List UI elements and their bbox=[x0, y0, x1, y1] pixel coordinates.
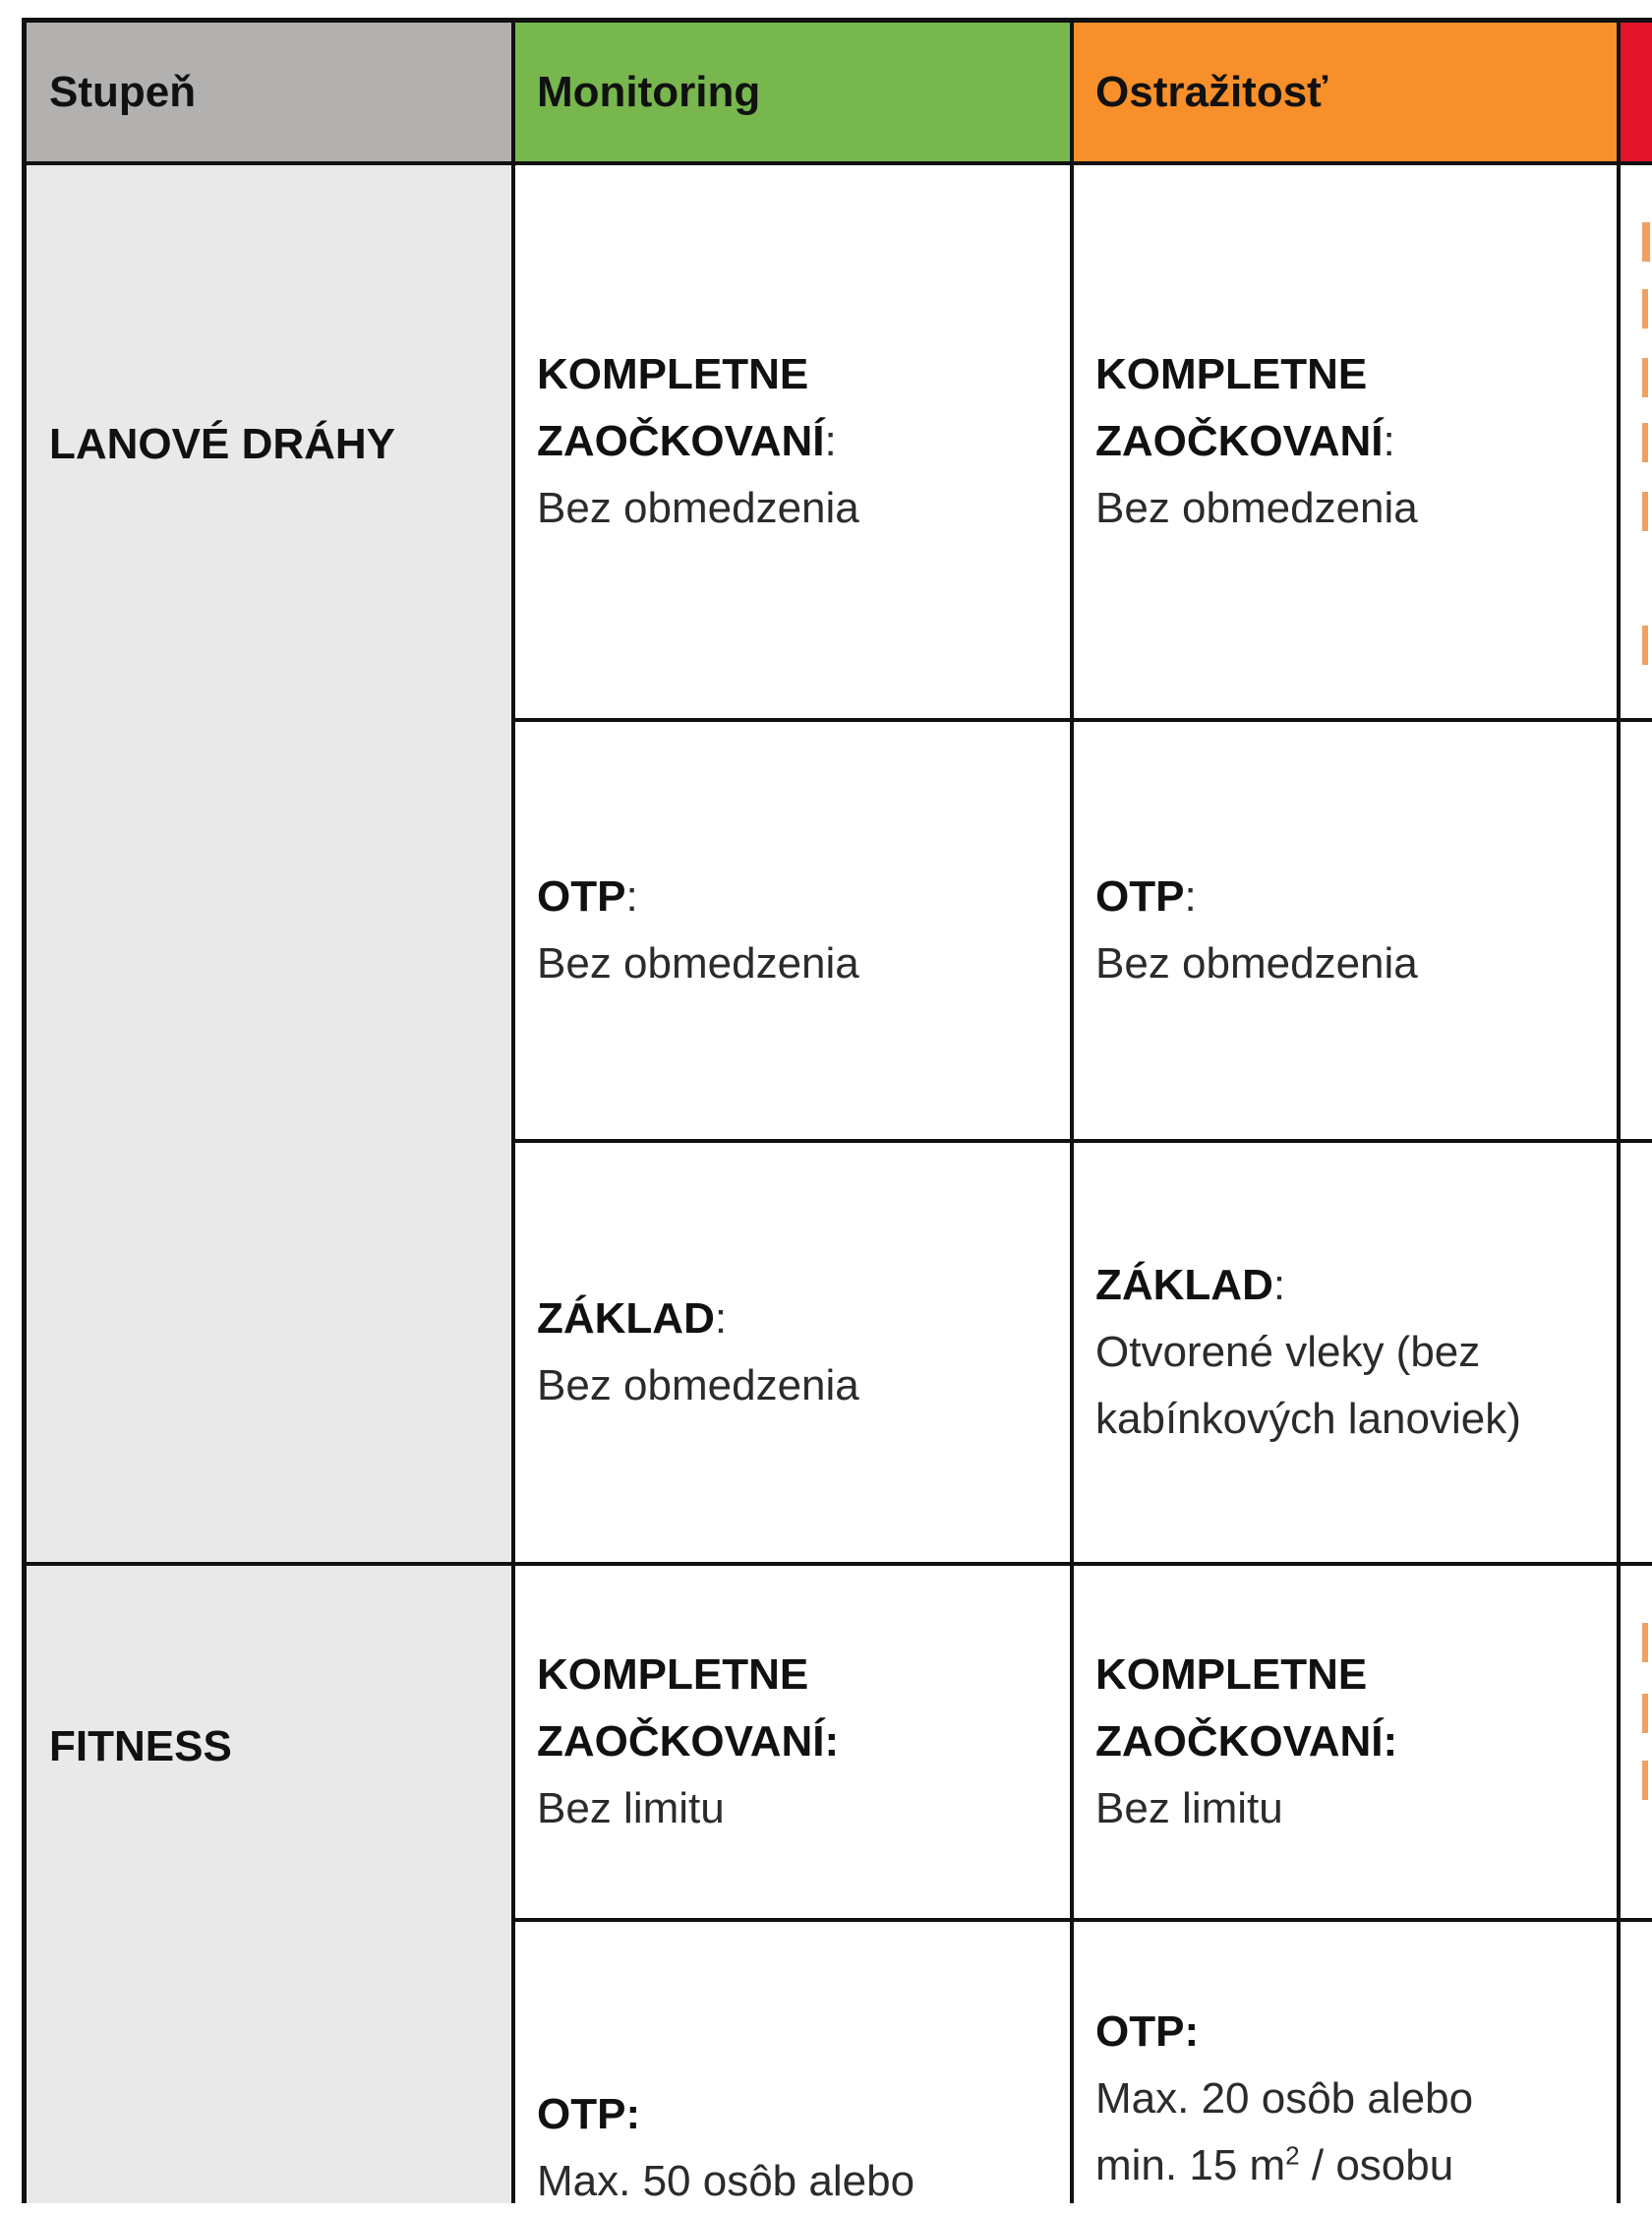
clipped-text-mark bbox=[1642, 423, 1648, 462]
right-column-clip bbox=[1619, 163, 1652, 2203]
lanove-r3-monitoring bbox=[513, 1141, 1072, 1564]
lanove-r1-monitoring bbox=[513, 163, 1072, 720]
cell-text: Max. 20 osôb alebo bbox=[1095, 2074, 1474, 2123]
grid-line bbox=[22, 161, 1652, 165]
fitness-r1-ostrazitost bbox=[1072, 1564, 1619, 1920]
fitness-r1-monitoring bbox=[513, 1564, 1072, 1920]
cell-title: ZÁKLAD bbox=[1095, 1261, 1273, 1309]
header-ostrazitost-text: Ostražitosť bbox=[1095, 68, 1328, 116]
cell-sep: : bbox=[1383, 417, 1395, 465]
clipped-text-mark bbox=[1642, 1761, 1648, 1800]
clipped-text-mark bbox=[1642, 289, 1648, 329]
clipped-text-mark bbox=[1642, 492, 1648, 531]
clipped-text-mark bbox=[1642, 626, 1648, 665]
cell-title: KOMPLETNE ZAOČKOVANÍ bbox=[1095, 350, 1384, 465]
cell-title: KOMPLETNE ZAOČKOVANÍ bbox=[537, 350, 825, 465]
cell-text: Bez limitu bbox=[1095, 1784, 1283, 1832]
row-label-lanove-text: LANOVÉ DRÁHY bbox=[49, 420, 396, 468]
grid-line bbox=[22, 1562, 1652, 1566]
grid-line bbox=[22, 18, 27, 2203]
header-next-level bbox=[1619, 22, 1652, 163]
lanove-r2-monitoring bbox=[513, 720, 1072, 1141]
cell-title: ZÁKLAD bbox=[537, 1294, 715, 1343]
area-exponent: 2 bbox=[1285, 2140, 1300, 2171]
cell-text: Max. 50 osôb alebo bbox=[537, 2157, 915, 2205]
grid-line bbox=[1070, 18, 1074, 2203]
cell-sep: : bbox=[1272, 1261, 1286, 1309]
cell-title: OTP: bbox=[1095, 2007, 1200, 2056]
cell-text: Bez limitu bbox=[537, 1784, 725, 1832]
header-stupen bbox=[26, 22, 513, 163]
cell-title: OTP bbox=[1095, 872, 1185, 921]
cell-sep: : bbox=[824, 417, 837, 465]
grid-line bbox=[513, 1139, 1652, 1143]
clipped-text-mark bbox=[1642, 222, 1650, 262]
fitness-r2-ostrazitost bbox=[1072, 1920, 1619, 2203]
cell-title: KOMPLETNE ZAOČKOVANÍ: bbox=[537, 1650, 840, 1766]
grid-line bbox=[511, 18, 515, 2203]
cell-text: Bez obmedzenia bbox=[1095, 484, 1418, 532]
lanove-r2-ostrazitost bbox=[1072, 720, 1619, 1141]
fitness-r2-monitoring bbox=[513, 1920, 1072, 2203]
grid-line bbox=[1617, 18, 1621, 2203]
clipped-text-mark bbox=[1642, 358, 1648, 397]
row-label-lanove-drahy bbox=[26, 163, 513, 1564]
cell-text: Bez obmedzenia bbox=[537, 484, 859, 532]
header-monitoring-text: Monitoring bbox=[537, 68, 761, 116]
cell-title: OTP: bbox=[537, 2090, 641, 2138]
area-unit: / osobu bbox=[1299, 2141, 1454, 2189]
area-text: min. 15 m bbox=[1095, 2141, 1286, 2189]
cell-sep: : bbox=[625, 872, 638, 921]
cell-title: KOMPLETNE ZAOČKOVANÍ: bbox=[1095, 1650, 1398, 1766]
cell-text-area bbox=[1095, 2132, 1607, 2199]
row-label-fitness bbox=[26, 1564, 513, 2203]
cell-text: Otvorené vleky (bez kabínkových lanoviek) bbox=[1095, 1328, 1521, 1443]
cell-text: Bez obmedzenia bbox=[1095, 939, 1418, 988]
cell-sep: : bbox=[1184, 872, 1197, 921]
lanove-r3-ostrazitost bbox=[1072, 1141, 1619, 1564]
cell-sep: : bbox=[714, 1294, 728, 1343]
header-monitoring bbox=[513, 22, 1072, 163]
header-stupen-text: Stupeň bbox=[49, 68, 197, 116]
row-label-fitness-text: FITNESS bbox=[49, 1722, 232, 1770]
clipped-text-mark bbox=[1642, 1694, 1648, 1733]
header-ostrazitost bbox=[1072, 22, 1619, 163]
lanove-r1-ostrazitost bbox=[1072, 163, 1619, 720]
grid-line bbox=[22, 18, 1652, 23]
grid-line bbox=[513, 1918, 1652, 1922]
cell-title: OTP bbox=[537, 872, 626, 921]
cell-text: Bez obmedzenia bbox=[537, 1361, 859, 1409]
clipped-text-mark bbox=[1642, 1623, 1648, 1662]
cell-text: Bez obmedzenia bbox=[537, 939, 859, 988]
grid-line bbox=[513, 718, 1652, 722]
